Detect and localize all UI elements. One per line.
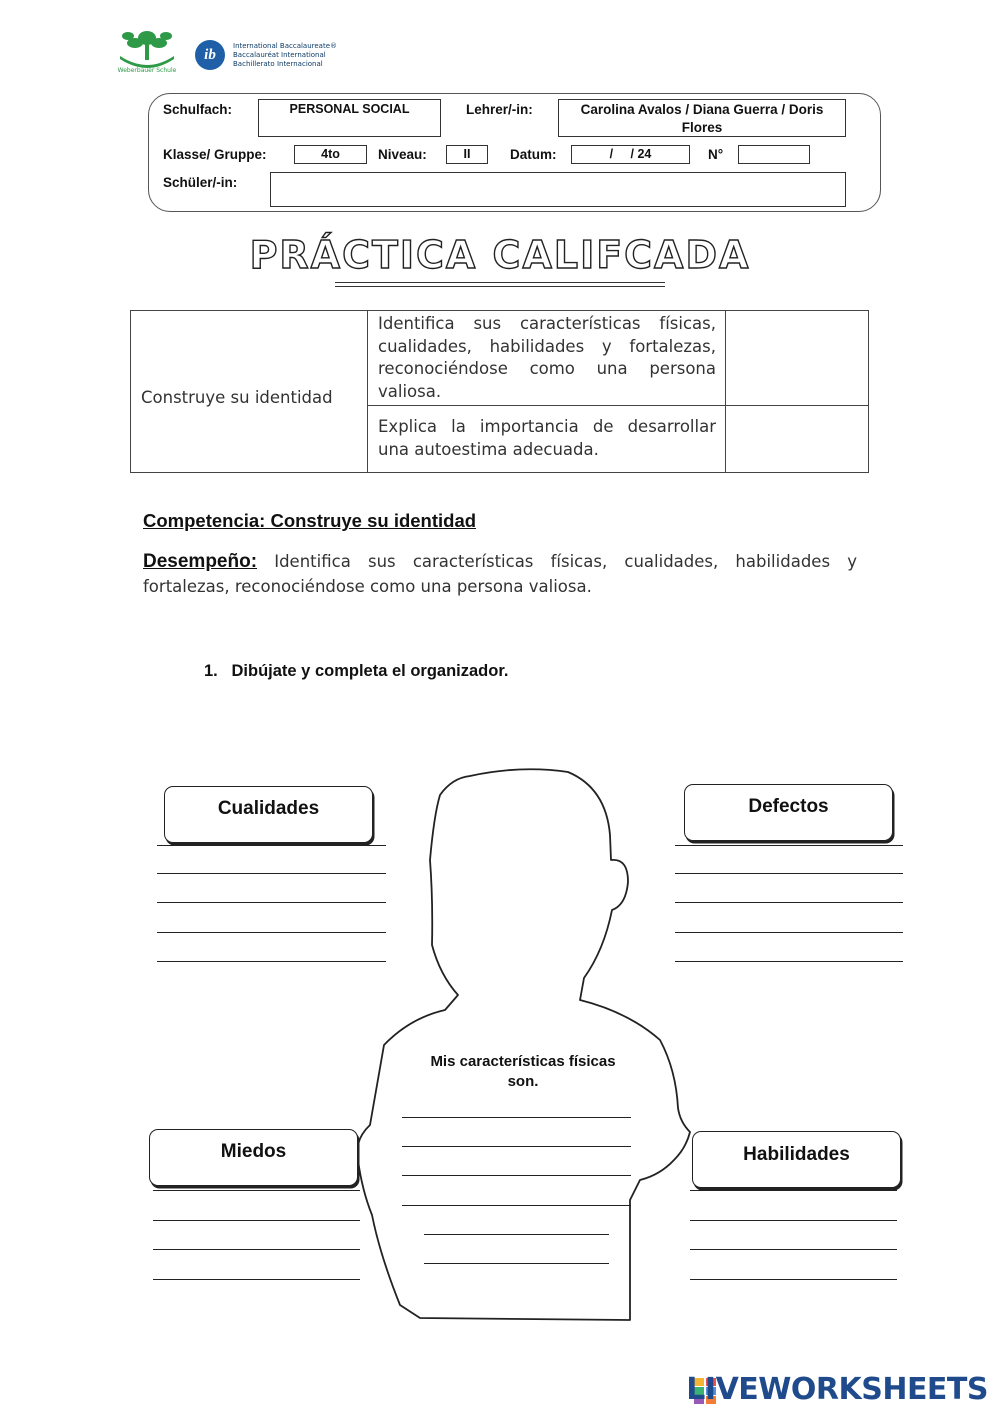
date-field[interactable]: / / 24 (571, 145, 690, 164)
answer-line[interactable] (690, 1279, 897, 1280)
ib-line-fr: Baccalauréat International (233, 51, 326, 59)
answer-line[interactable] (690, 1249, 897, 1250)
defectos-box: Defectos (684, 784, 893, 841)
level-label: Niveau: (378, 147, 427, 162)
criterion-cell: Explica la importancia de desarrollar una autoestima adecuada. (368, 406, 726, 473)
date-label: Datum: (510, 147, 557, 162)
answer-line[interactable] (675, 932, 903, 933)
answer-line[interactable] (157, 961, 386, 962)
instruction-text: 1. Dibújate y completa el organizador. (204, 662, 509, 680)
answer-line[interactable] (402, 1175, 631, 1176)
answer-line[interactable] (157, 902, 386, 903)
answer-line[interactable] (157, 845, 386, 846)
school-logo-text: Weberbauer Schule (117, 67, 177, 74)
ib-line-es: Bachillerato Internacional (233, 60, 323, 68)
answer-line[interactable] (153, 1249, 360, 1250)
level-field[interactable]: II (446, 145, 488, 164)
number-label: N° (708, 147, 724, 162)
answer-line[interactable] (402, 1205, 631, 1206)
student-label: Schüler/-in: (163, 175, 238, 190)
criterion-cell: Identifica sus características físicas, cualidades, habilidades y fortalezas, reconociéndose como una persona valiosa. (368, 311, 726, 406)
answer-line[interactable] (153, 1220, 360, 1221)
answer-line[interactable] (690, 1190, 897, 1191)
silhouette-outline (357, 769, 690, 1320)
answer-line[interactable] (675, 873, 903, 874)
answer-line[interactable] (675, 961, 903, 962)
answer-line[interactable] (153, 1279, 360, 1280)
class-label: Klasse/ Gruppe: (163, 147, 267, 162)
subject-label: Schulfach: (163, 102, 233, 117)
answer-line[interactable] (424, 1263, 609, 1264)
answer-line[interactable] (402, 1146, 631, 1147)
brand-name: LIVEWORKSHEETS (686, 1372, 988, 1407)
answer-line[interactable] (690, 1220, 897, 1221)
answer-line[interactable] (675, 902, 903, 903)
competency-text: Construye su identidad (141, 388, 333, 407)
class-field[interactable]: 4to (294, 145, 367, 164)
cualidades-box: Cualidades (164, 786, 373, 843)
answer-line[interactable] (424, 1234, 609, 1235)
miedos-box: Miedos (149, 1129, 358, 1186)
page-title: PRÁCTICA CALIFCADA (249, 233, 751, 277)
answer-line[interactable] (157, 873, 386, 874)
center-label: Mis características físicas son. (430, 1053, 616, 1090)
answer-line[interactable] (402, 1117, 631, 1118)
desempeno-label: Desempeño: (143, 551, 258, 572)
desempeno-text: Identifica sus características físicas, cualidades, habilidades y fortalezas, reconociéndose como una persona valiosa. (143, 552, 857, 596)
habilidades-box: Habilidades (692, 1131, 901, 1188)
teacher-field[interactable]: Carolina Avalos / Diana Guerra / Doris Flores (558, 99, 846, 137)
teacher-label: Lehrer/-in: (466, 102, 533, 117)
ib-logo-icon: ib (195, 40, 225, 70)
ib-line-en: International Baccalaureate® (233, 42, 338, 50)
answer-line[interactable] (675, 845, 903, 846)
subject-field[interactable]: PERSONAL SOCIAL (258, 99, 441, 137)
answer-line[interactable] (153, 1190, 360, 1191)
answer-line[interactable] (157, 932, 386, 933)
competencia-heading: Competencia: Construye su identidad (143, 510, 477, 531)
